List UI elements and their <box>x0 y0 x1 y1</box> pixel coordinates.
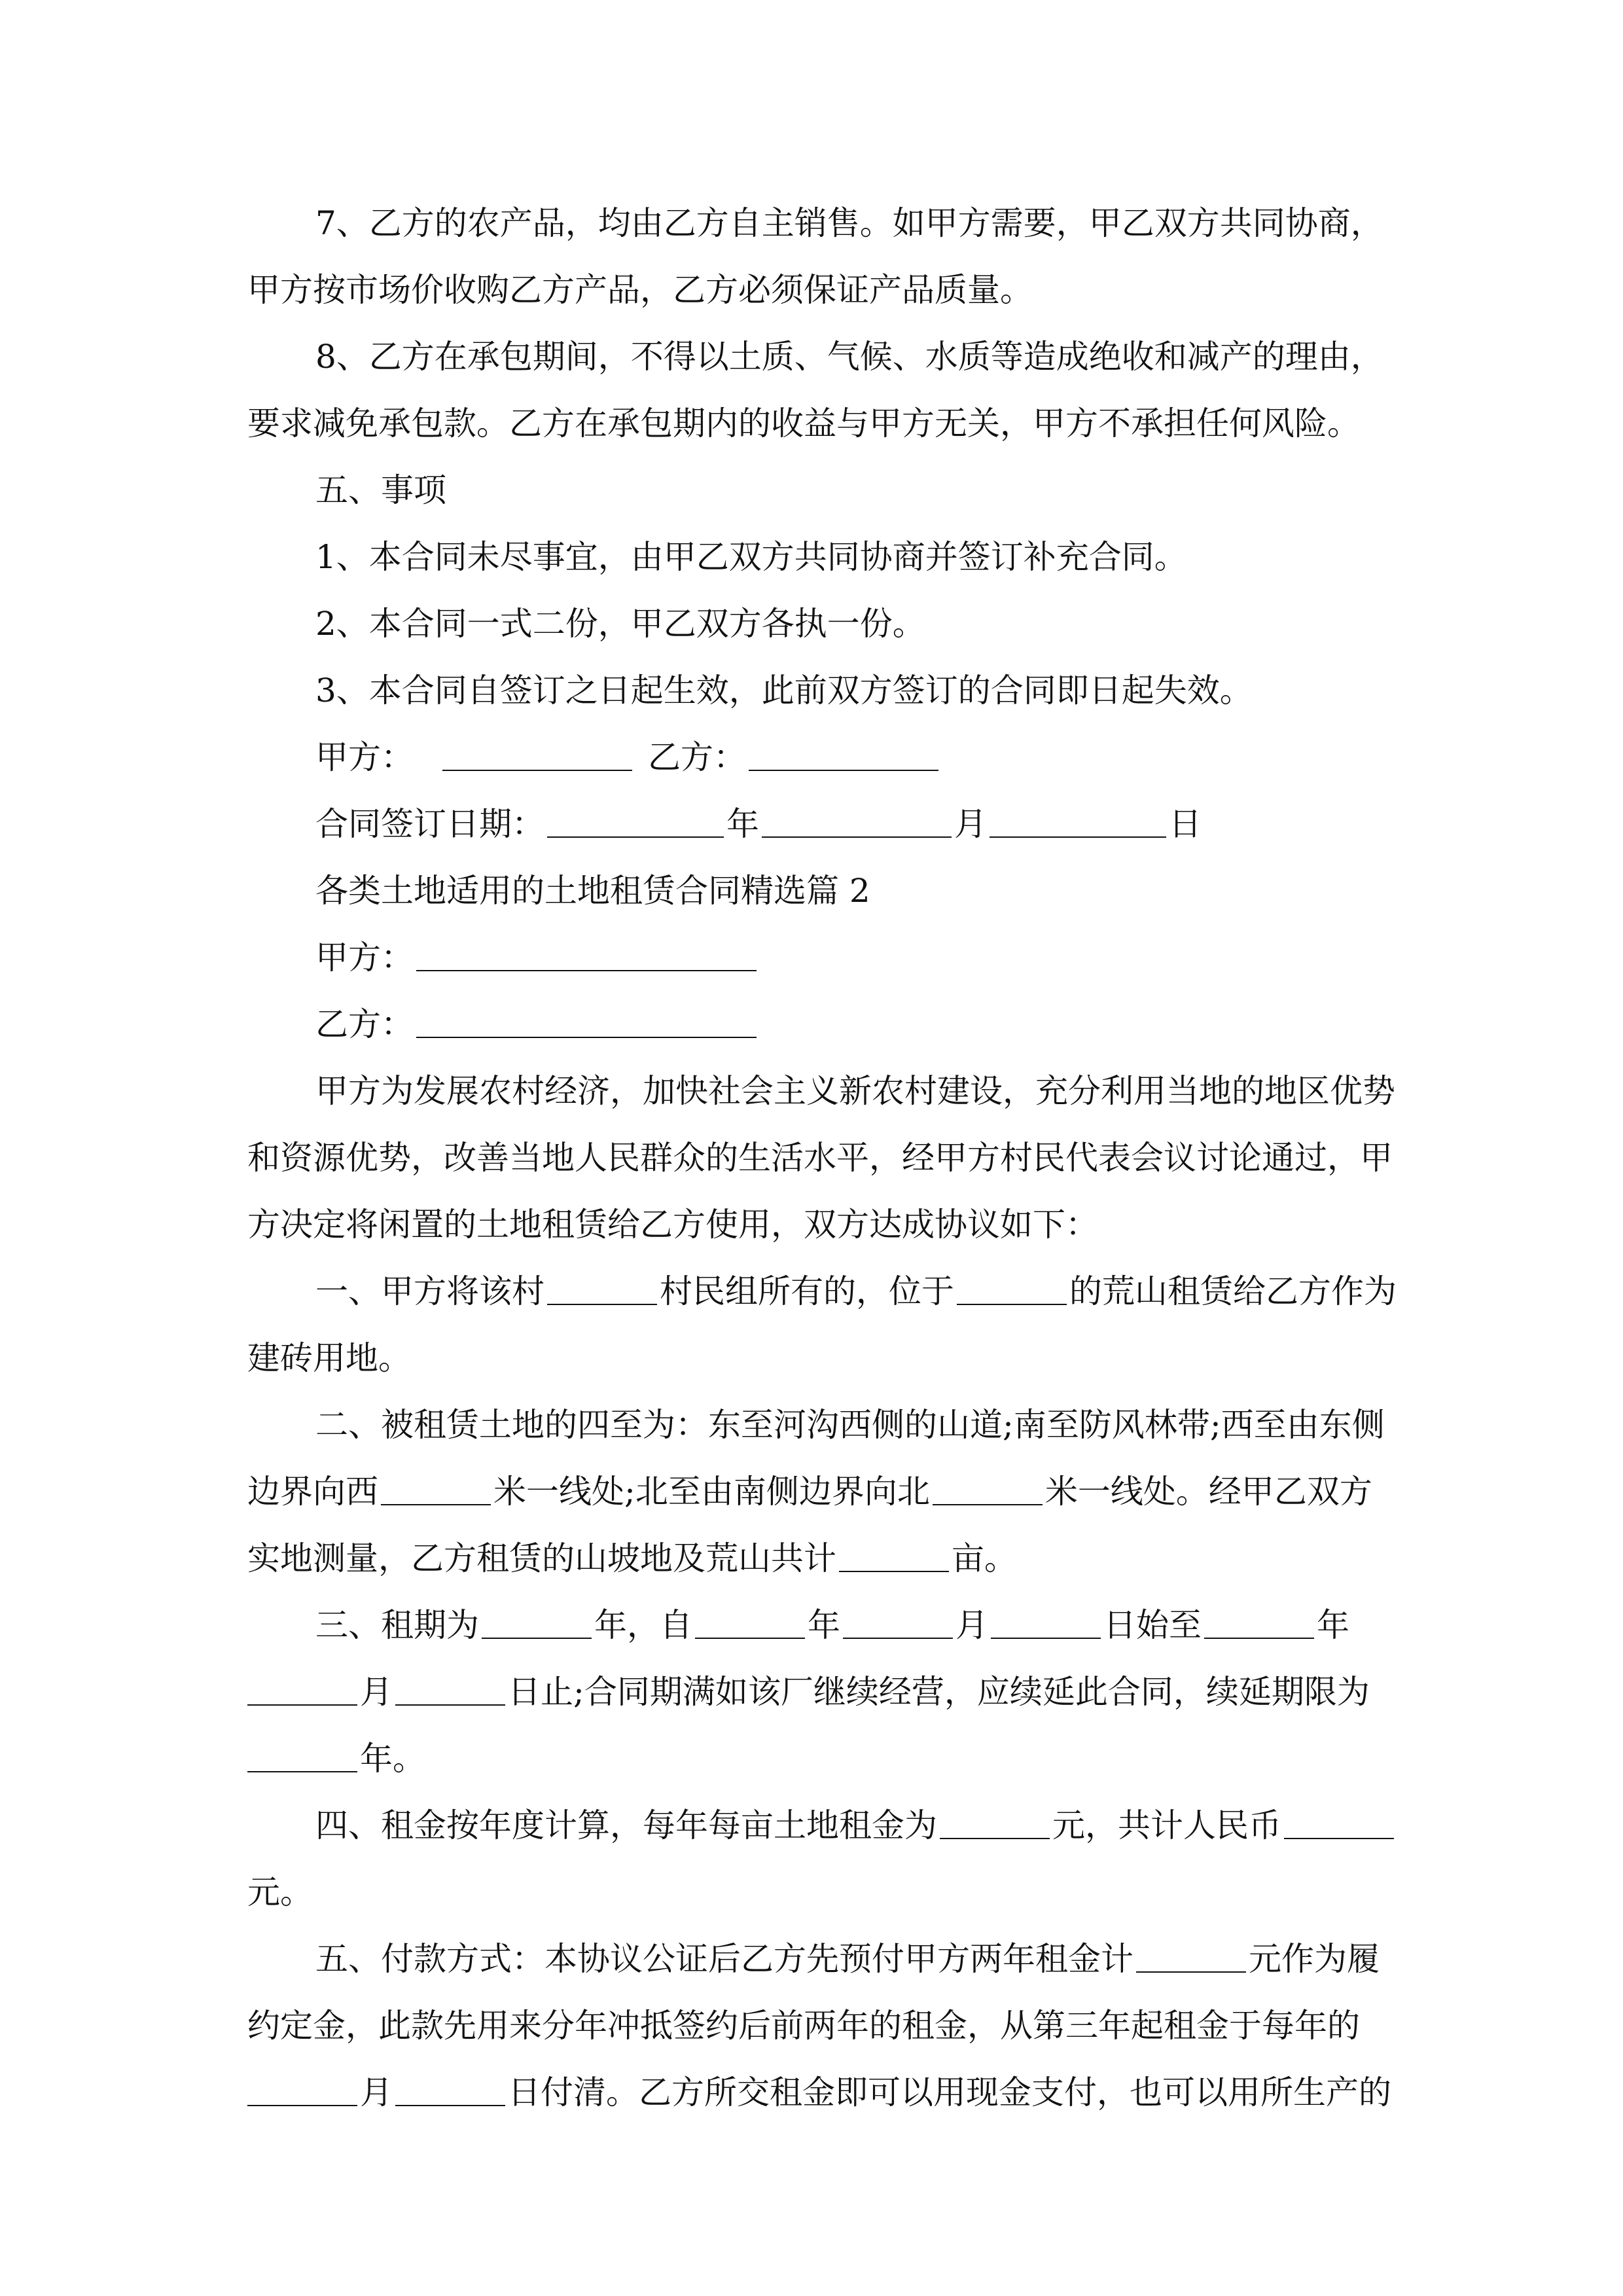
sign-date-month-blank[interactable] <box>762 802 952 838</box>
start-month-blank[interactable] <box>843 1604 953 1639</box>
lease-years-blank[interactable] <box>482 1604 592 1639</box>
clause-5-line-1 <box>247 1926 1386 1992</box>
sign-party-a-blank[interactable] <box>442 736 632 771</box>
clause-3-text-d: 月 <box>955 1606 988 1644</box>
clause-2-text-e: 亩。 <box>952 1539 1017 1577</box>
sign-date-year-blank[interactable] <box>547 802 724 838</box>
section-5-title: 五、事项 <box>315 471 446 509</box>
sign-date-line <box>247 791 1386 857</box>
clause-2-text-a: 边界向西 <box>247 1473 378 1511</box>
end-day-blank[interactable] <box>395 1670 505 1706</box>
clause-8-line-1: 8、乙方在承包期间，不得以土质、气候、水质等造成绝收和减产的理由， <box>315 338 1383 376</box>
sign-date-label: 合同签订日期： <box>315 805 544 843</box>
intro-line-1: 甲方为发展农村经济，加快社会主义新农村建设，充分利用当地的地区优势 <box>315 1072 1395 1110</box>
clause-7-line-2: 甲方按市场价收购乙方产品，乙方必须保证产品质量。 <box>247 271 1033 309</box>
clause-5-line-3 <box>247 2059 1391 2126</box>
clause-2-text-d: 实地测量，乙方租赁的山坡地及荒山共计 <box>247 1539 836 1577</box>
intro-line-3: 方决定将闲置的土地租赁给乙方使用，双方达成协议如下： <box>247 1206 1098 1244</box>
payment-month-blank[interactable] <box>247 2071 357 2106</box>
sign-party-b-label: 乙方： <box>648 738 746 776</box>
clause-3-line-1 <box>247 1592 1386 1659</box>
rent-per-mu-blank[interactable] <box>940 1804 1050 1839</box>
start-day-blank[interactable] <box>991 1604 1101 1639</box>
party-b-blank[interactable] <box>416 1003 757 1038</box>
matter-item-3: 3、本合同自签订之日起生效，此前双方签订的合同即日起失效。 <box>315 672 1253 709</box>
clause-4-text-b: 元，共计人民币 <box>1052 1806 1281 1844</box>
clause-5-text-b: 元作为履 <box>1249 1940 1380 1978</box>
village-blank[interactable] <box>547 1270 657 1305</box>
west-distance-blank[interactable] <box>381 1470 491 1505</box>
end-month-blank[interactable] <box>247 1670 357 1706</box>
clause-4-line-2: 元。 <box>247 1873 313 1911</box>
sign-date-day-blank[interactable] <box>990 802 1166 838</box>
rent-total-blank[interactable] <box>1284 1804 1394 1839</box>
matter-item-2: 2、本合同一式二份，甲乙双方各执一份。 <box>315 605 925 643</box>
start-year-blank[interactable] <box>695 1604 805 1639</box>
sign-party-a-label: 甲方： <box>315 738 414 776</box>
extension-years-blank[interactable] <box>247 1737 357 1772</box>
intro-line-2: 和资源优势，改善当地人民群众的生活水平，经甲方村民代表会议讨论通过，甲 <box>247 1139 1393 1177</box>
sign-date-year: 年 <box>726 805 759 843</box>
clause-5-line-2: 约定金，此款先用来分年冲抵签约后前两年的租金，从第三年起租金于每年的 <box>247 2007 1360 2045</box>
end-year-blank[interactable] <box>1204 1604 1314 1639</box>
clause-4-line-1 <box>247 1792 1386 1859</box>
area-mu-blank[interactable] <box>839 1537 949 1572</box>
party-b-label: 乙方： <box>315 1005 414 1043</box>
clause-3-line-2 <box>247 1659 1386 1725</box>
article-heading-2: 各类土地适用的土地租赁合同精选篇 2 <box>315 872 870 910</box>
clause-5-text-c: 月 <box>360 2073 393 2111</box>
clause-2-text-b: 米一线处;北至由南侧边界向北 <box>493 1473 930 1511</box>
matter-item-1: 1、本合同未尽事宜，由甲乙双方共同协商并签订补充合同。 <box>315 538 1187 576</box>
clause-3-text-h: 日止;合同期满如该厂继续经营，应续延此合同，续延期限为 <box>508 1673 1370 1711</box>
clause-1-text-b: 村民组所有的，位于 <box>660 1272 954 1310</box>
clause-8-line-2: 要求减免承包款。乙方在承包期内的收益与甲方无关，甲方不承担任何风险。 <box>247 404 1360 442</box>
clause-3-line-3 <box>247 1725 1386 1792</box>
sign-date-day: 日 <box>1169 805 1202 843</box>
clause-3-text-g: 月 <box>360 1673 393 1711</box>
party-a-label: 甲方： <box>315 939 414 977</box>
clause-3-text-i: 年。 <box>360 1740 425 1778</box>
clause-1-text-a: 一、甲方将该村 <box>315 1272 544 1310</box>
clause-2-line-3 <box>247 1525 1386 1592</box>
party-a-line <box>247 924 1386 991</box>
clause-3-text-b: 年，自 <box>594 1606 692 1644</box>
clause-2-line-2 <box>247 1458 1386 1525</box>
sign-date-month: 月 <box>954 805 987 843</box>
location-blank[interactable] <box>957 1270 1067 1305</box>
clause-3-text-f: 年 <box>1317 1606 1349 1644</box>
clause-3-text-e: 日始至 <box>1103 1606 1202 1644</box>
party-a-blank[interactable] <box>416 936 757 971</box>
deposit-amount-blank[interactable] <box>1136 1937 1246 1973</box>
clause-5-text-a: 五、付款方式：本协议公证后乙方先预付甲方两年租金计 <box>315 1940 1133 1978</box>
clause-7-line-1: 7、乙方的农产品，均由乙方自主销售。如甲方需要，甲乙双方共同协商， <box>315 204 1383 242</box>
clause-1-line-1 <box>247 1258 1397 1325</box>
clause-5-text-d: 日付清。乙方所交租金即可以用现金支付，也可以用所生产的 <box>508 2073 1391 2111</box>
clause-3-text-c: 年 <box>808 1606 840 1644</box>
party-b-line <box>247 991 1386 1058</box>
clause-2-line-1: 二、被租赁土地的四至为：东至河沟西侧的山道;南至防风林带;西至由东侧 <box>315 1406 1385 1444</box>
clause-1-text-c: 的荒山租赁给乙方作为 <box>1069 1272 1397 1310</box>
payment-day-blank[interactable] <box>395 2071 505 2106</box>
sign-party-b-blank[interactable] <box>749 736 938 771</box>
clause-4-text-a: 四、租金按年度计算，每年每亩土地租金为 <box>315 1806 937 1844</box>
contract-page <box>247 190 1397 2126</box>
north-distance-blank[interactable] <box>933 1470 1043 1505</box>
signature-line <box>247 724 1386 791</box>
clause-2-text-c: 米一线处。经甲乙双方 <box>1044 1473 1372 1511</box>
clause-3-text-a: 三、租期为 <box>315 1606 479 1644</box>
clause-1-line-2: 建砖用地。 <box>247 1339 411 1377</box>
